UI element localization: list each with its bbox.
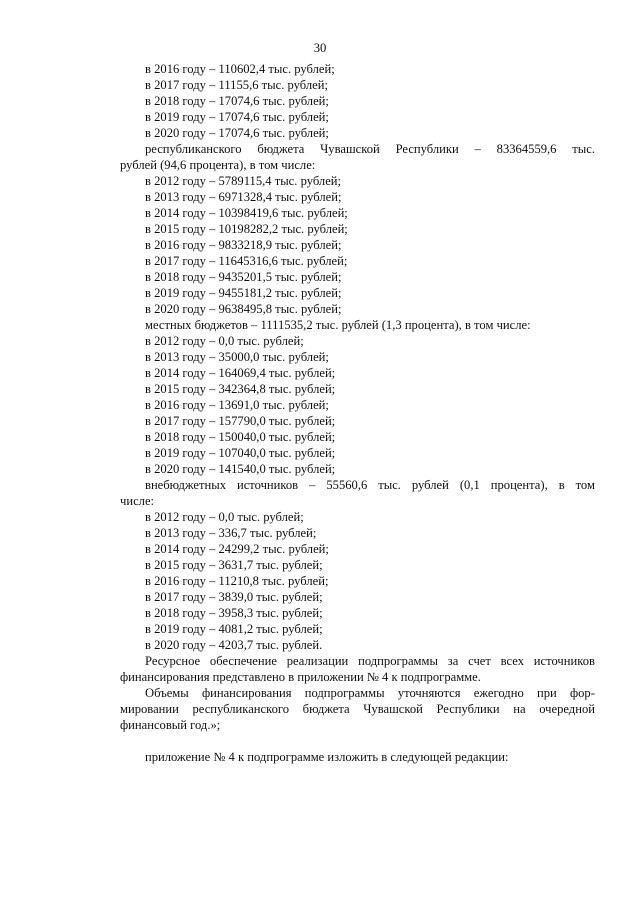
page-number: 30: [313, 41, 327, 55]
volumes-paragraph-line2: мировании республиканского бюджета Чувашской Республики на очередной: [120, 702, 595, 716]
budget-line: в 2019 году – 9455181,2 тыс. рублей;: [145, 286, 342, 300]
budget-line: в 2012 году – 5789115,4 тыс. рублей;: [145, 174, 342, 188]
local-budget-intro: местных бюджетов – 1111535,2 тыс. рублей (1,3 процента), в том числе:: [145, 318, 531, 332]
resource-paragraph: Ресурсное обеспечение реализации подпрограммы за счет всех источников: [145, 654, 595, 668]
extrabudgetary-intro: внебюджетных источников – 55560,6 тыс. рублей (0,1 процента), в том: [145, 478, 595, 492]
budget-line: в 2013 году – 336,7 тыс. рублей;: [145, 526, 317, 540]
budget-line: в 2017 году – 11645316,6 тыс. рублей;: [145, 254, 348, 268]
budget-line: в 2016 году – 13691,0 тыс. рублей;: [145, 398, 329, 412]
republican-budget-intro-cont: рублей (94,6 процента), в том числе:: [120, 158, 316, 172]
budget-line: в 2015 году – 3631,7 тыс. рублей;: [145, 558, 323, 572]
budget-line: в 2013 году – 6971328,4 тыс. рублей;: [145, 190, 342, 204]
budget-line: в 2017 году – 3839,0 тыс. рублей;: [145, 590, 323, 604]
volumes-paragraph-line3: финансовый год.»;: [120, 718, 221, 732]
resource-paragraph-cont: финансирования представлено в приложении № 4 к подпрограмме.: [120, 670, 481, 684]
budget-line: в 2016 году – 110602,4 тыс. рублей;: [145, 62, 335, 76]
budget-line: в 2018 году – 17074,6 тыс. рублей;: [145, 94, 329, 108]
budget-line: в 2012 году – 0,0 тыс. рублей;: [145, 510, 304, 524]
budget-line: в 2012 году – 0,0 тыс. рублей;: [145, 334, 304, 348]
budget-line: в 2015 году – 342364,8 тыс. рублей;: [145, 382, 336, 396]
budget-line: в 2016 году – 9833218,9 тыс. рублей;: [145, 238, 342, 252]
budget-line: в 2019 году – 17074,6 тыс. рублей;: [145, 110, 329, 124]
budget-line: в 2018 году – 9435201,5 тыс. рублей;: [145, 270, 342, 284]
budget-line: в 2020 году – 9638495,8 тыс. рублей;: [145, 302, 342, 316]
budget-line: в 2016 году – 11210,8 тыс. рублей;: [145, 574, 329, 588]
budget-line: в 2020 году – 4203,7 тыс. рублей.: [145, 638, 323, 652]
budget-line: в 2017 году – 11155,6 тыс. рублей;: [145, 78, 328, 92]
budget-line: в 2014 году – 10398419,6 тыс. рублей;: [145, 206, 348, 220]
volumes-paragraph: Объемы финансирования подпрограммы уточняются ежегодно при фор-: [145, 686, 595, 700]
appendix-instruction: приложение № 4 к подпрограмме изложить в следующей редакции:: [145, 750, 509, 764]
extrabudgetary-intro-cont: числе:: [120, 494, 155, 508]
budget-line: в 2019 году – 4081,2 тыс. рублей;: [145, 622, 323, 636]
budget-line: в 2014 году – 164069,4 тыс. рублей;: [145, 366, 336, 380]
republican-budget-intro: республиканского бюджета Чувашской Республики – 83364559,6 тыс.: [145, 142, 595, 156]
budget-line: в 2018 году – 3958,3 тыс. рублей;: [145, 606, 323, 620]
budget-line: в 2020 году – 17074,6 тыс. рублей;: [145, 126, 329, 140]
budget-line: в 2013 году – 35000,0 тыс. рублей;: [145, 350, 329, 364]
budget-line: в 2018 году – 150040,0 тыс. рублей;: [145, 430, 336, 444]
budget-line: в 2020 году – 141540,0 тыс. рублей;: [145, 462, 336, 476]
budget-line: в 2019 году – 107040,0 тыс. рублей;: [145, 446, 336, 460]
budget-line: в 2014 году – 24299,2 тыс. рублей;: [145, 542, 329, 556]
budget-line: в 2017 году – 157790,0 тыс. рублей;: [145, 414, 336, 428]
budget-line: в 2015 году – 10198282,2 тыс. рублей;: [145, 222, 348, 236]
